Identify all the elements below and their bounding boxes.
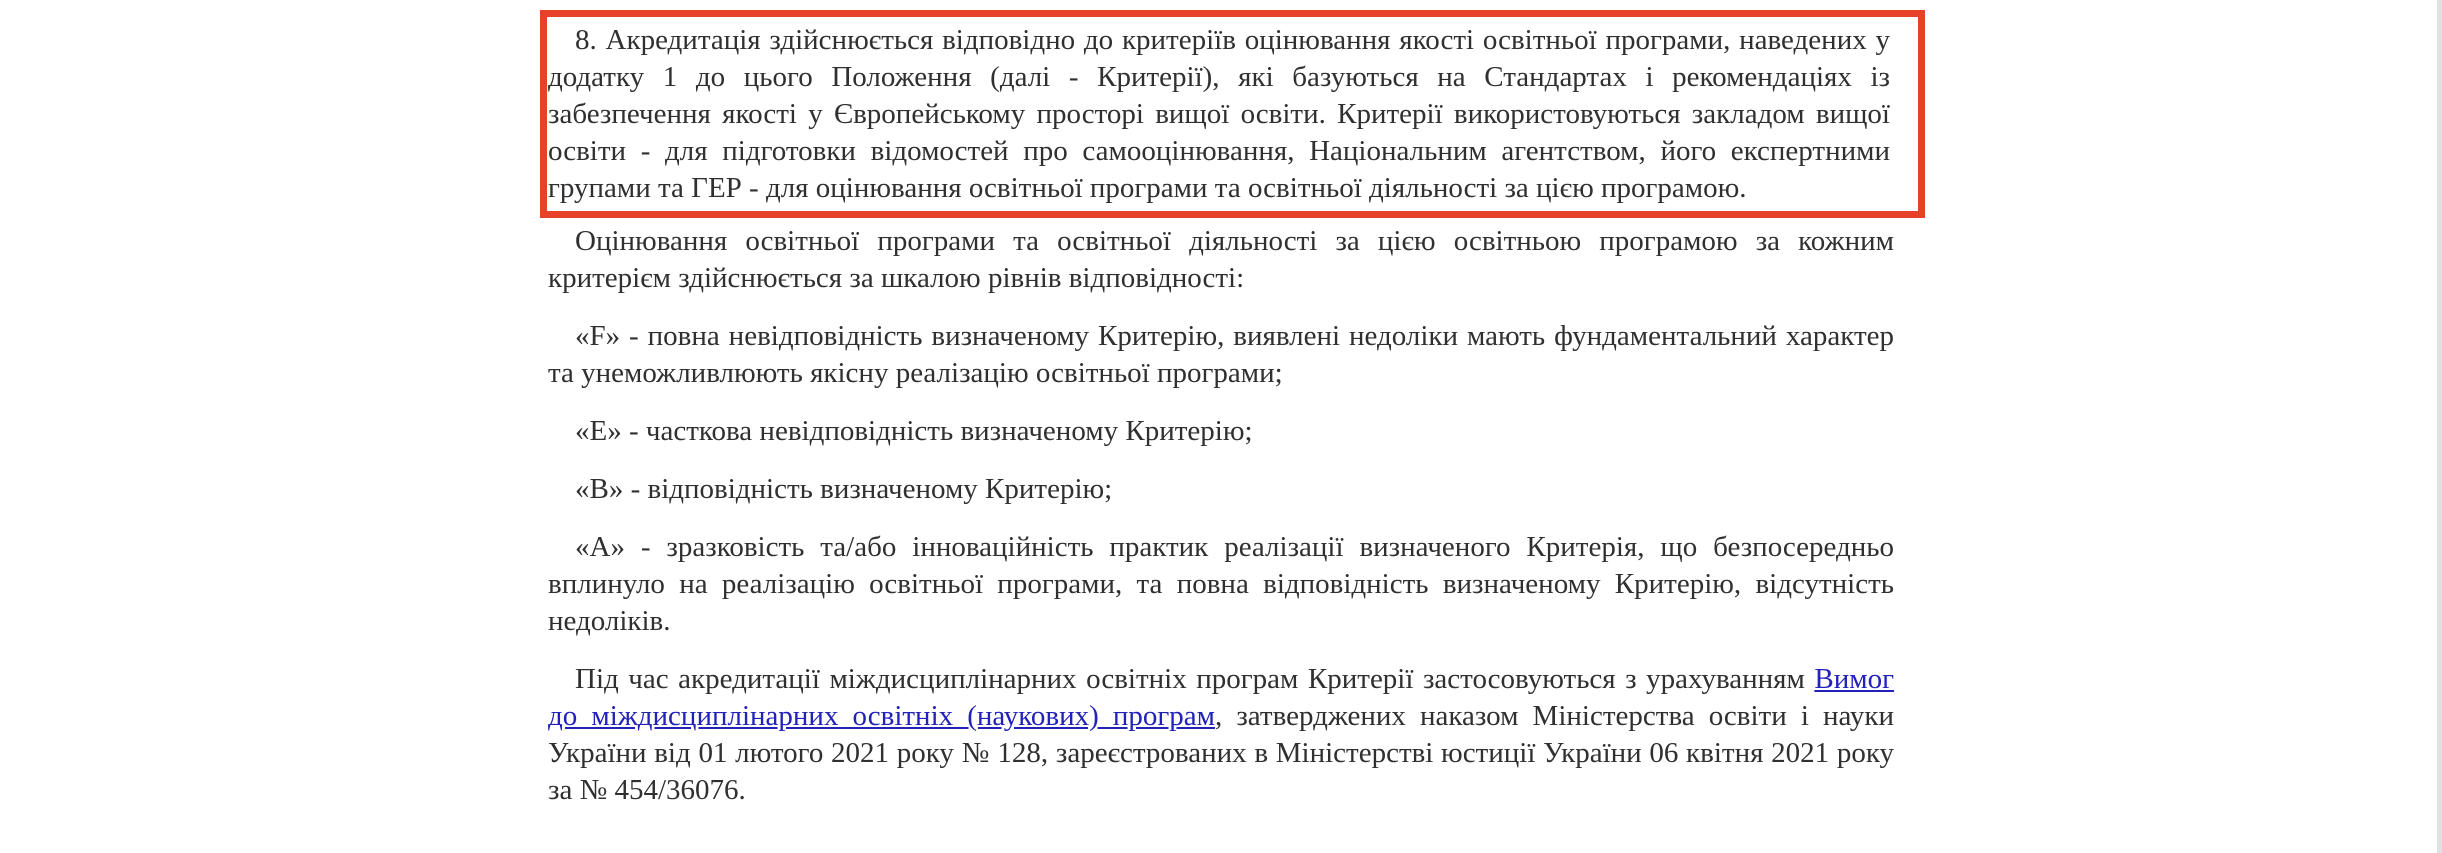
paragraph-accreditation-criteria: 8. Акредитація здійснюється відповідно до критеріїв оцінювання якості освітньої програми, наведених у додатку 1 до цього Положення (далі - Критерії), які базуються на Стандартах і рекомендаціях із забезпечення якості у Європейському просторі вищої освіти. Критерії використовуються закладом вищої освіти - для підготовки відомостей про самооцінювання, Національним агентством, його експертними групами та ГЕР - для оцінювання освітньої програми та освітньої діяльності за цією програмою. (548, 24, 1890, 204)
paragraph-interdisciplinary (548, 661, 1894, 809)
paragraph-evaluation-scale: Оцінювання освітньої програми та освітньої діяльності за цією освітньою програмою за кожним критерієм здійснюється за шкалою рівнів відповідності: (548, 225, 1894, 294)
scrollbar-track[interactable] (2437, 0, 2442, 853)
highlight-annotation-box (540, 10, 1925, 218)
paragraph-level-a: «А» - зразковість та/або інноваційність практик реалізації визначеного Критерія, що безпосередньо вплинуло на реалізацію освітньої програми, та повна відповідність визначеному Критерію, відсутність недоліків. (548, 531, 1894, 637)
document-content (548, 0, 1894, 830)
paragraph-level-f: «F» - повна невідповідність визначеному Критерію, виявлені недоліки мають фундаментальний характер та унеможливлюють якісну реалізацію освітньої програми; (548, 320, 1894, 389)
interdisciplinary-text-before: Під час акредитації міждисциплінарних освітніх програм Критерії застосовуються з урахуванням (575, 663, 1815, 695)
paragraph-level-b: «В» - відповідність визначеному Критерію; (575, 473, 1113, 505)
interdisciplinary-text-after: , затверджених наказом Міністерства освіти і науки України від 01 лютого 2021 року № 128, зареєстрованих в Міністерстві юстиції України 06 квітня 2021 року за № 454/36076. (548, 700, 1894, 806)
paragraph-level-e: «Е» - часткова невідповідність визначеному Критерію; (575, 415, 1253, 447)
link-interdisciplinary-requirements[interactable]: Вимог до міждисциплінарних освітніх (наукових) програм (548, 663, 1894, 732)
